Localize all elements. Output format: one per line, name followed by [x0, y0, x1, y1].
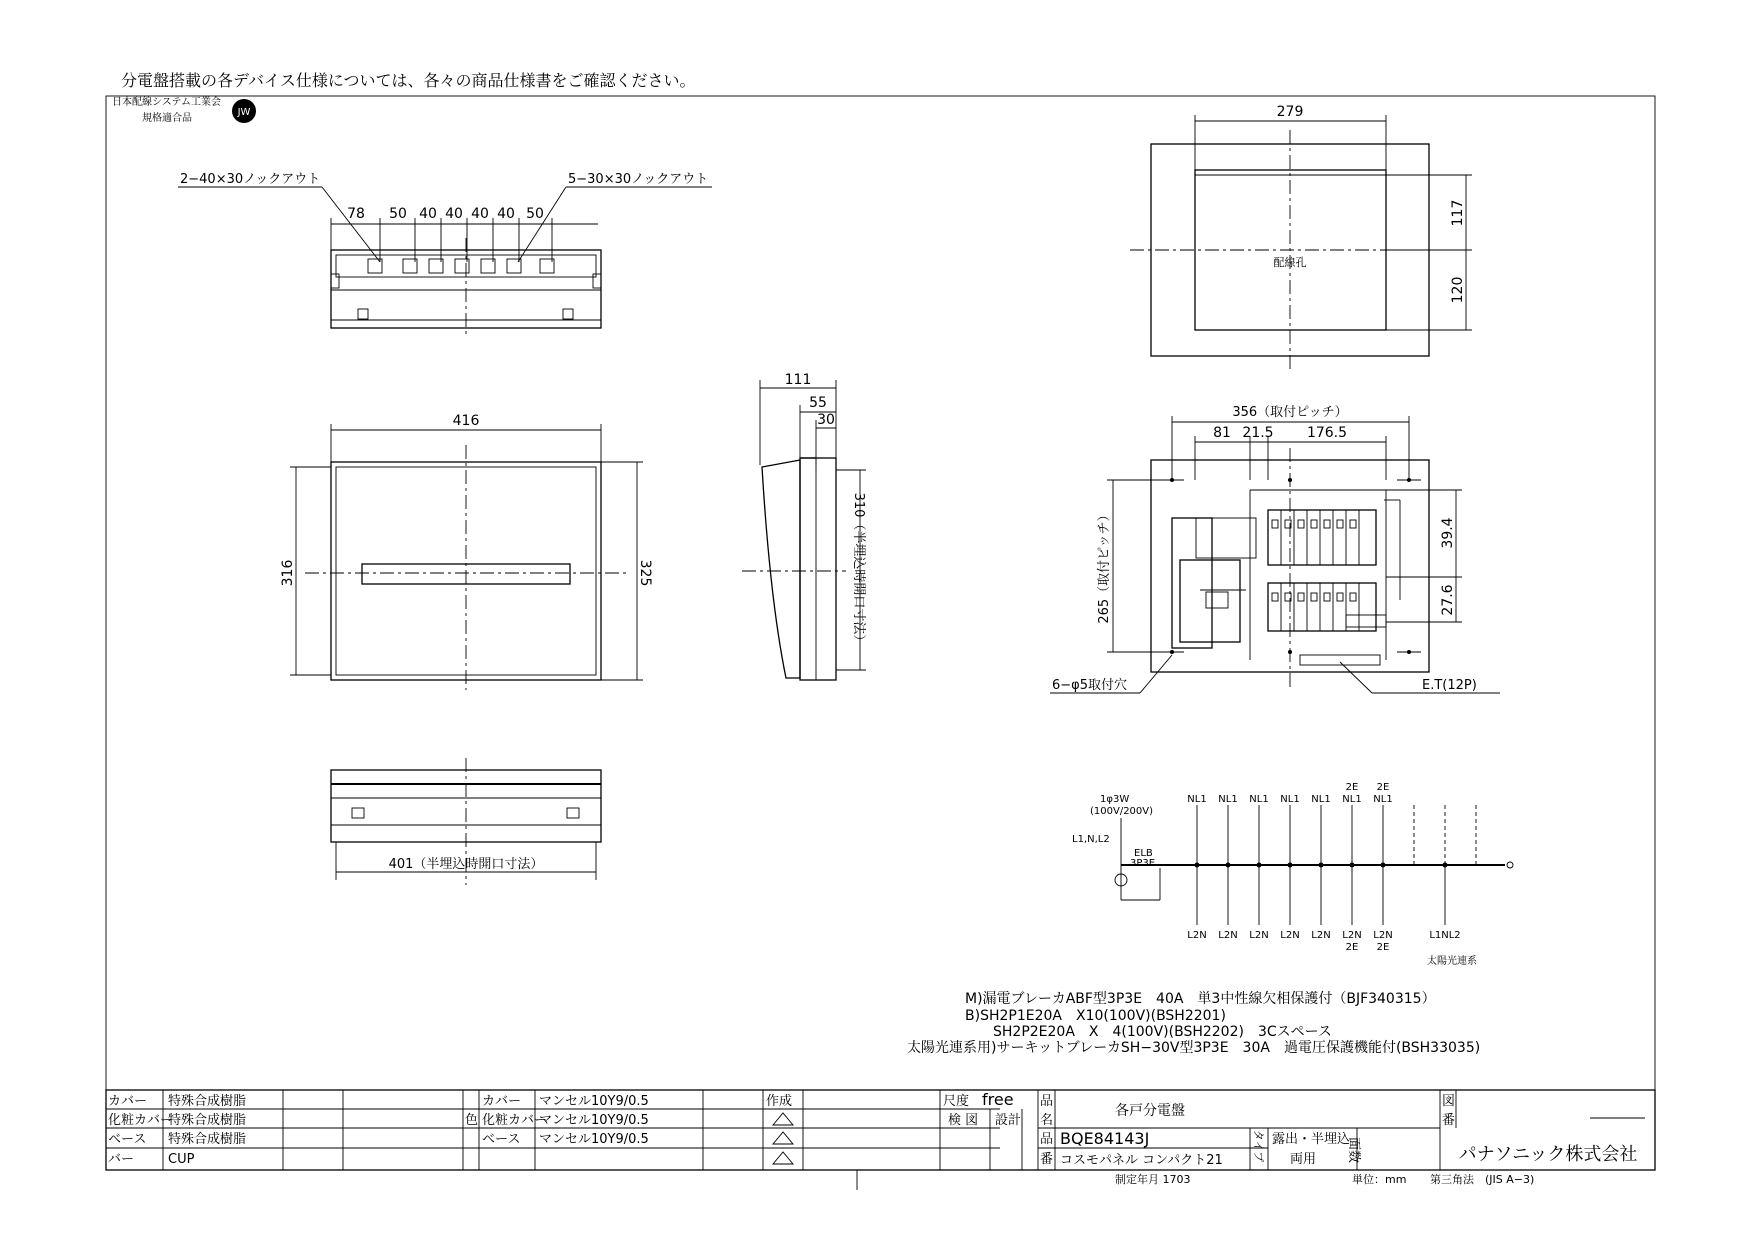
bottom-view: [331, 758, 601, 885]
note-solar: 太陽光連系用)サーキットブレーカSH−30V型3P3E 30A 過電圧保護機能付(BSH33035): [907, 1040, 1481, 1056]
inner-holes: 6−φ5取付穴: [1052, 678, 1128, 693]
circuit-bottom-6: L2N: [1342, 930, 1362, 941]
top-dim-5: 40: [471, 206, 489, 222]
spec-notes: [907, 990, 1480, 1056]
face-label: 面数: [1346, 1136, 1361, 1164]
note-main-breaker: M)漏電ブレーカABF型3P3E 40A 単3中性線欠相保護付（BJF340315）: [965, 991, 1436, 1007]
circuit-bottom-2e-2: 2E: [1376, 942, 1390, 953]
elb-label: ELB: [1134, 848, 1153, 859]
mat-value-base: 特殊合成樹脂: [168, 1132, 247, 1147]
knockout-label-2: 5−30×30ノックアウト: [568, 172, 709, 187]
circuit-bottom-7: L2N: [1373, 930, 1393, 941]
hin-label-2: 品: [1040, 1132, 1054, 1147]
inner-vpitch: 265（取付ピッチ）: [1097, 508, 1112, 624]
top-dim-4: 40: [445, 206, 463, 222]
top-dim-6: 40: [497, 206, 515, 222]
mat-value-face-cover: 特殊合成樹脂: [168, 1113, 247, 1128]
circuit-top-3: NL1: [1249, 794, 1269, 805]
top-dim-7: 50: [526, 206, 544, 222]
title-block: [106, 1090, 1655, 1190]
circuit-top-5: NL1: [1311, 794, 1331, 805]
supply-lines: L1,N,L2: [1072, 834, 1110, 845]
back-hole-label: 配線孔: [1273, 256, 1307, 269]
circuit-bottom-1: L2N: [1187, 930, 1207, 941]
back-height-1: 117: [1450, 199, 1466, 227]
color-part-face-cover: 化粧カバー: [482, 1113, 548, 1128]
color-label: 色: [465, 1113, 479, 1128]
ban-label: 番: [1040, 1152, 1054, 1167]
company-name: パナソニック株式会社: [1458, 1144, 1638, 1165]
top-dim-3: 40: [419, 206, 437, 222]
supply-type: 1φ3W: [1100, 794, 1130, 805]
supply-voltage: (100V/200V): [1090, 806, 1154, 817]
front-width: 416: [452, 413, 480, 429]
circuit-top-4: NL1: [1280, 794, 1300, 805]
side-depth-2: 55: [809, 395, 827, 411]
side-opening: 310（半埋込時開口寸法）: [851, 492, 866, 648]
circuit-diagram: [1072, 782, 1513, 967]
zuban-label: 番: [1442, 1113, 1456, 1128]
knockout-label-1: 2−40×30ノックアウト: [180, 172, 321, 187]
mat-label-cover: カバー: [108, 1094, 148, 1109]
circuit-bottom-3: L2N: [1249, 930, 1269, 941]
scale-label: 尺度: [943, 1094, 970, 1109]
front-view: [280, 413, 653, 690]
elb-model: 3P3E: [1130, 858, 1156, 869]
inner-dim-21-5: 21.5: [1242, 425, 1274, 441]
top-view: [178, 172, 712, 335]
side-depth-3: 30: [817, 412, 835, 428]
mat-label-face-cover: 化粧カバー: [108, 1113, 174, 1128]
side-depth-1: 111: [784, 372, 812, 388]
inner-pitch: 356（取付ピッチ）: [1232, 405, 1348, 420]
circuit-bottom-5: L2N: [1311, 930, 1331, 941]
back-view: [1130, 104, 1472, 370]
mat-label-bar: バー: [108, 1152, 135, 1167]
circuit-bottom-2: L2N: [1218, 930, 1238, 941]
inner-view: [1050, 405, 1500, 693]
design-label: 設計: [995, 1113, 1022, 1128]
inner-dim-27-6: 27.6: [1440, 584, 1456, 616]
back-height-2: 120: [1450, 276, 1466, 304]
mat-value-bar: CUP: [168, 1152, 195, 1167]
mat-value-cover: 特殊合成樹脂: [168, 1094, 247, 1109]
projection-label: 第三角法 (JIS A−3): [1430, 1173, 1535, 1186]
front-height-left: 316: [280, 559, 296, 587]
scale-value: free: [982, 1090, 1014, 1109]
zu-label: 図: [1442, 1094, 1456, 1109]
mei-label: 名: [1040, 1113, 1054, 1128]
type-label: タイプ: [1252, 1129, 1265, 1163]
circuit-top-2e-2: 2E: [1376, 782, 1390, 793]
top-dim-2: 50: [389, 206, 407, 222]
type-value-2: 両用: [1290, 1152, 1317, 1167]
cert-line1: 日本配線システム工業会: [112, 97, 221, 108]
inner-dim-81: 81: [1213, 425, 1231, 441]
color-part-base: ベース: [482, 1132, 521, 1147]
circuit-top-6: NL1: [1342, 794, 1362, 805]
revision-triangles: [773, 1113, 793, 1164]
color-value-face-cover: マンセル10Y9/0.5: [539, 1113, 649, 1128]
inner-dim-39-4: 39.4: [1440, 517, 1456, 549]
circuit-solar-lines: L1NL2: [1429, 930, 1461, 941]
circuit-top-7: NL1: [1373, 794, 1393, 805]
check-label: 検 図: [948, 1113, 979, 1128]
unit-label: 単位：mm: [1352, 1173, 1407, 1186]
color-value-cover: マンセル10Y9/0.5: [539, 1094, 649, 1109]
circuit-solar-caption: 太陽光連系: [1427, 956, 1477, 967]
front-height-right: 325: [637, 559, 653, 587]
product-name: 各戸分電盤: [1115, 1103, 1185, 1119]
header-note: 分電盤搭載の各デバイス仕様については、各々の商品仕様書をご確認ください。: [121, 71, 696, 90]
circuit-bottom-2e-1: 2E: [1345, 942, 1359, 953]
cert-line2: 規格適合品: [142, 113, 192, 124]
color-value-base: マンセル10Y9/0.5: [539, 1132, 649, 1147]
top-dim-1: 78: [347, 206, 365, 222]
mat-label-base: ベース: [108, 1132, 147, 1147]
part-number: BQE84143J: [1060, 1129, 1150, 1148]
series-name: コスモパネル コンパクト21: [1060, 1153, 1223, 1168]
circuit-top-2e-1: 2E: [1345, 782, 1359, 793]
jwa-logo-text: JW: [237, 107, 251, 118]
circuit-top-1: NL1: [1187, 794, 1207, 805]
sheet-border: [106, 96, 1655, 1170]
note-branch-1: B)SH2P1E20A X10(100V)(BSH2201): [965, 1008, 1226, 1024]
type-value-1: 露出・半埋込: [1272, 1132, 1351, 1147]
hin-label-1: 品: [1040, 1094, 1054, 1109]
established-date: 制定年月 1703: [1115, 1173, 1191, 1186]
inner-et: E.T(12P): [1422, 678, 1477, 693]
note-branch-2: SH2P2E20A X 4(100V)(BSH2202) 3Cスペース: [993, 1024, 1332, 1040]
jwa-logo: [232, 99, 256, 123]
side-view: [742, 372, 867, 680]
color-part-cover: カバー: [482, 1094, 522, 1109]
bottom-opening: 401（半埋込時開口寸法）: [388, 857, 544, 872]
back-width: 279: [1276, 104, 1304, 120]
inner-dim-176-5: 176.5: [1306, 425, 1348, 441]
circuit-top-2: NL1: [1218, 794, 1238, 805]
made-label: 作成: [766, 1094, 793, 1109]
circuit-bottom-4: L2N: [1280, 930, 1300, 941]
